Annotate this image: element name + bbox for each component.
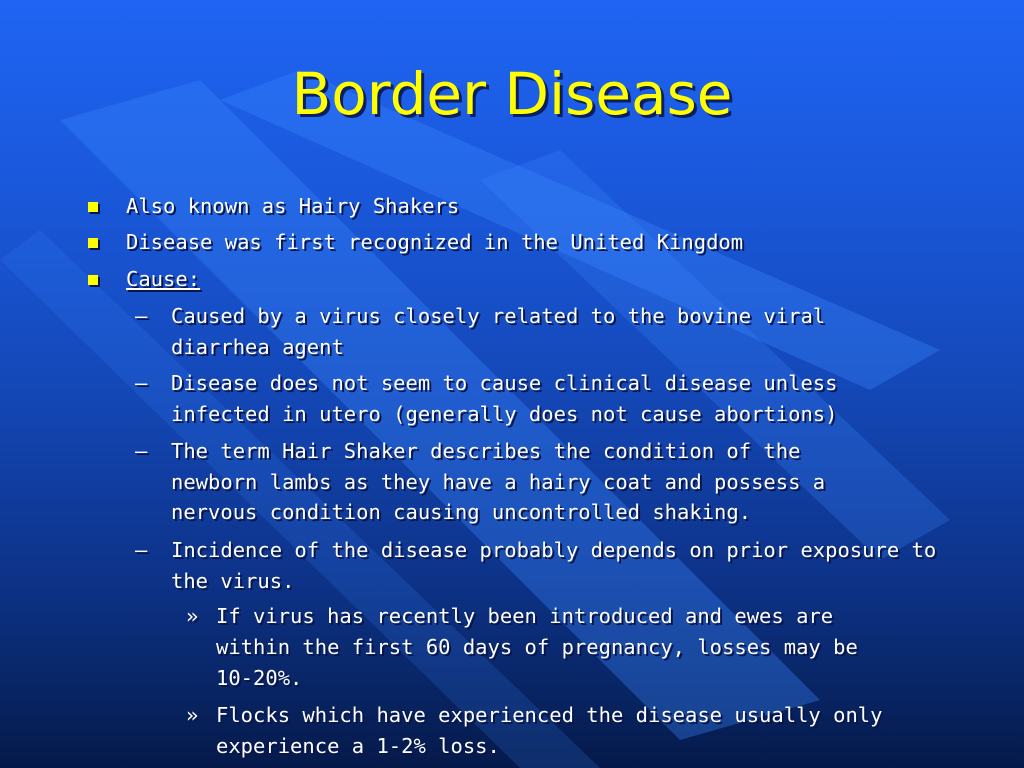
subsub-bullet-text: Flocks which have experienced the disease usually only experience a 1-2% loss.: [216, 703, 883, 758]
dash-icon: –: [135, 439, 148, 463]
sub-bullet-item: [135, 368, 871, 429]
slide-title: Border Disease: [291, 60, 733, 128]
bullet-item: [126, 191, 946, 221]
bullet-text: Disease was first recognized in the United Kingdom: [126, 230, 744, 254]
bullet-text: Cause:: [126, 267, 201, 291]
chevron-double-right-icon: »: [186, 703, 199, 727]
dash-icon: –: [135, 304, 148, 328]
bullet-square-icon: [88, 238, 98, 248]
bullet-square-icon: [88, 275, 98, 285]
sub-bullet-text: Incidence of the disease probably depends on prior exposure to the virus.: [171, 538, 937, 593]
subsub-bullet-item: [186, 601, 896, 694]
sub-bullet-text: The term Hair Shaker describes the condition of the newborn lambs as they have a hairy coat and possess a nervous condition causing uncontrolled shaking.: [171, 439, 826, 524]
sub-bullet-text: Caused by a virus closely related to the bovine viral diarrhea agent: [171, 304, 826, 359]
bullet-item: [126, 264, 946, 294]
bullet-text: Also known as Hairy Shakers: [126, 194, 460, 218]
bullet-square-icon: [88, 202, 98, 212]
dash-icon: –: [135, 371, 148, 395]
sub-bullet-item: [135, 301, 861, 362]
chevron-double-right-icon: »: [186, 604, 199, 628]
subsub-bullet-item: [186, 700, 916, 762]
dash-icon: –: [135, 538, 148, 562]
sub-bullet-item: [135, 436, 881, 528]
sub-bullet-item: [135, 535, 961, 596]
sub-bullet-text: Disease does not seem to cause clinical disease unless infected in utero (generally does not cause abortions): [171, 371, 838, 426]
subsub-bullet-text: If virus has recently been introduced and ewes are within the first 60 days of pregnancy, losses may be 10-20%.: [216, 604, 858, 690]
bullet-item: [126, 227, 946, 257]
